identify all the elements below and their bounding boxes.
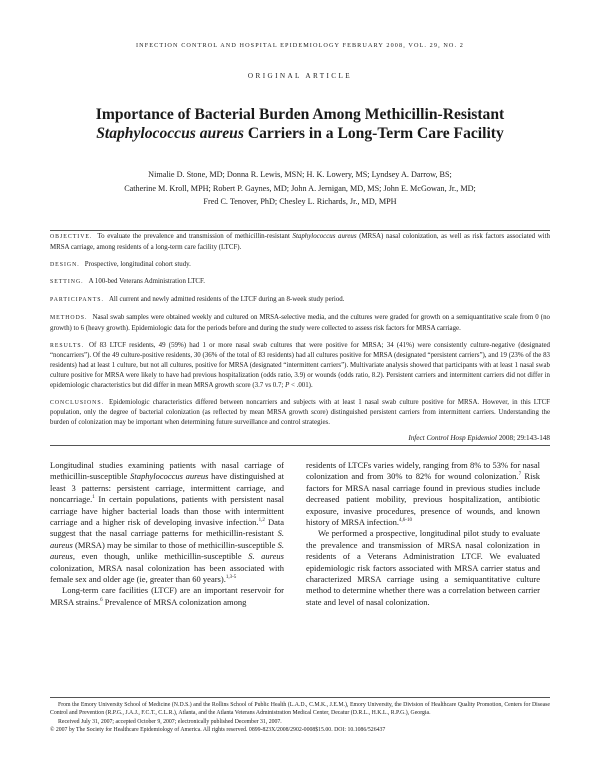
- results-text: Of 83 LTCF residents, 49 (59%) had 1 or more nasal swab cultures that were positive for MRSA; 34 (41%) were consistently culture-negative (designated “noncarriers”). Of the 49 culture-positive residents, 30 (36% of the total of 83 residents) had all cultures positive for MRSA (designated “persistent carriers”), and 19 (23% of the 83 residents) had at least 1 culture, but not all cultures, positive for MRSA (designated “intermittent carriers”). Multivariate analysis showed that participants with at least 1 nasal swab culture positive for MRSA were likely to have had previous hospitalization (odds ratio, 3.9) or wounds (odds ratio, 8.2). Persistent carriers and intermittent carriers did not differ in epidemiologic characteristics but did differ in mean MRSA growth score (3.7 vs 0.7;: [50, 341, 550, 389]
- citation-details: 2008; 29:143-148: [496, 433, 550, 442]
- title-line-1: Importance of Bacterial Burden Among Methicillin-Resistant: [95, 106, 505, 123]
- participants-label: PARTICIPANTS.: [50, 297, 104, 304]
- body-paragraph: [50, 460, 284, 585]
- conclusions-text: Epidemiologic characteristics differed between noncarriers and subjects with at least 1 nasal swab culture positive for MRSA. However, in this LTCF population, only the degree of bacterial colonization (as reflected by mean MRSA growth score) distinguished persistent carriers from intermittent carriers. Understanding the burden of colonization may be important when determining future surveillance and control strategies.: [50, 398, 550, 427]
- objective-label: OBJECTIVE.: [50, 234, 93, 240]
- conclusions-label: CONCLUSIONS.: [50, 399, 105, 406]
- footnote-rule: [50, 697, 550, 698]
- text-run: Data suggest that the nasal carriage patterns for methicillin-resistant: [50, 517, 285, 539]
- italic-run: Staphylococcus aureus: [130, 471, 209, 482]
- citation-journal: Infect Control Hosp Epidemiol: [408, 433, 497, 442]
- citation-line: [50, 434, 550, 444]
- body-column-right: [306, 460, 540, 608]
- reference-superscript: 6: [100, 598, 103, 604]
- footnote-copyright: © 2007 by The Society for Healthcare Epidemiology of America. All rights reserved. 0899-823X/2008/2902-0008$15.00. DOI: 10.1086/526437: [50, 726, 386, 733]
- design-text: Prospective, longitudinal cohort study.: [84, 260, 191, 268]
- reference-superscript: 4,6-10: [399, 518, 412, 524]
- title-line-2: Carriers in a Long-Term Care Facility: [243, 125, 504, 142]
- authors-line-1: Nimalie D. Stone, MD; Donna R. Lewis, MSN; H. K. Lowery, MS; Lyndsey A. Darrow, BS;: [148, 170, 452, 179]
- participants-text: All current and newly admitted residents of the LTCF during an 8-week study period.: [108, 296, 345, 304]
- abstract: [50, 232, 550, 444]
- reference-superscript: 7: [518, 472, 522, 478]
- abstract-conclusions: [50, 398, 550, 428]
- abstract-design: [50, 260, 550, 271]
- footnotes: [50, 701, 550, 734]
- reference-superscript: 1: [92, 495, 95, 501]
- objective-organism: Staphylococcus aureus: [292, 233, 357, 240]
- results-text-end: < .001).: [289, 381, 313, 389]
- text-run: Long-term care facilities (LTCF) are an important reservoir for MRSA strains.: [50, 585, 284, 607]
- text-run: residents of LTCFs varies widely, ranging from 8% to 53% for nasal colonization and from 30% to 82% for wound colonization.: [306, 460, 540, 482]
- footnote-affiliations: From the Emory University School of Medicine (N.D.S.) and the Rollins School of Public Health (L.A.D., C.M.K., J.E.M.), Emory University, the Division of Healthcare Quality Promotion, Centers for Disease Control and Prevention (R.P.G., J.A.J., F.C.T., C.L.R.), Atlanta, and the Atlanta Veterans Administration Medical Center, Decatur (D.R.L., H.K.L., R.P.G.), Georgia.: [50, 702, 550, 717]
- italic-run: S. aureus: [50, 539, 284, 562]
- authors-line-3: Fred C. Tenover, PhD; Chesley L. Richards, Jr., MD, MPH: [203, 197, 397, 206]
- text-run: have distinguished at least 3 patterns: persistent carriage, intermittent carriage, and noncarriage.: [50, 471, 285, 505]
- objective-text: To evaluate the prevalence and transmission of methicillin-resistant: [97, 233, 293, 240]
- abstract-objective: [50, 232, 550, 253]
- text-run: (MRSA) may be similar to those of methicillin-susceptible: [72, 539, 278, 550]
- abstract-top-rule: [50, 230, 550, 231]
- results-p-symbol: P: [285, 381, 290, 389]
- body-paragraph: [50, 585, 284, 608]
- text-run: Prevalence of MRSA colonization among: [102, 596, 247, 607]
- body-paragraph: [306, 460, 540, 528]
- results-label: RESULTS.: [50, 342, 85, 349]
- abstract-setting: [50, 277, 550, 288]
- body-top-rule: [50, 445, 550, 446]
- reference-superscript: 1,2: [258, 518, 265, 524]
- abstract-results: [50, 341, 550, 391]
- authors-line-2: Catherine M. Kroll, MPH; Robert P. Gaynes, MD; John A. Jernigan, MD, MS; John E. McGowan, Jr., MD;: [124, 183, 476, 193]
- text-run: Longitudinal studies examining patients with nasal carriage of methicillin-susceptible: [50, 460, 284, 482]
- author-list: [60, 168, 540, 209]
- abstract-methods: [50, 313, 550, 334]
- text-run: colonization, MRSA nasal colonization has been associated with female sex and older age (ie, greater than 60 years).: [50, 562, 284, 585]
- design-label: DESIGN.: [50, 261, 80, 268]
- text-run: Risk factors for MRSA nasal carriage found in previous studies include decreased patient mobility, previous hospitalization, antibiotic exposure, invasive procedures, presence of wounds, and known history of MRSA infection.: [306, 471, 540, 528]
- text-run: , even though, unlike methicillin-susceptible: [72, 551, 249, 562]
- setting-label: SETTING.: [50, 279, 84, 286]
- setting-text: A 100-bed Veterans Administration LTCF.: [88, 278, 205, 286]
- objective-text-end: (MRSA) nasal colonization, as well as risk factors associated with MRSA carriage, among residents of a long-term care facility (LTCF).: [50, 233, 551, 251]
- article-type-label: ORIGINAL ARTICLE: [247, 72, 353, 80]
- footnote-received: Received July 31, 2007; accepted October 9, 2007; electronically published December 31, 2007.: [58, 718, 282, 725]
- body-column-left: [50, 460, 284, 608]
- title-organism: Staphylococcus aureus: [96, 125, 244, 142]
- methods-text: Nasal swab samples were obtained weekly and cultured on MRSA-selective media, and the cultures were graded for growth on a semiquantitative scale from 0 (no growth) to 6 (heavy growth). Epidemiologic data for the periods before and during the study were collected to assess risk factors for MRSA carriage.: [50, 313, 550, 332]
- article-title: [60, 105, 540, 143]
- abstract-participants: [50, 295, 550, 306]
- text-run: In certain populations, patients with persistent nasal carriage have higher bacterial loads than those with intermittent carriage and a higher risk of developing invasive infection.: [50, 494, 284, 528]
- text-run: We performed a prospective, longitudinal pilot study to evaluate the prevalence and transmission of MRSA nasal colonization in residents of a Veterans Administration LTCF. We evaluated epidemiologic risk factors associated with MRSA carrier status and characterized MRSA carriage using a semiquantitative culture method to determine whether there was a correlation between carrier state and level of nasal colonization.: [306, 528, 540, 607]
- methods-label: METHODS.: [50, 314, 88, 321]
- body-paragraph: [306, 528, 540, 608]
- italic-run: S. aureus: [50, 528, 284, 550]
- reference-superscript: 1,3-5: [225, 575, 237, 581]
- running-head: INFECTION CONTROL AND HOSPITAL EPIDEMIOLOGY FEBRUARY 2008, VOL. 29, NO. 2: [136, 42, 464, 49]
- italic-run: S. aureus: [248, 551, 284, 562]
